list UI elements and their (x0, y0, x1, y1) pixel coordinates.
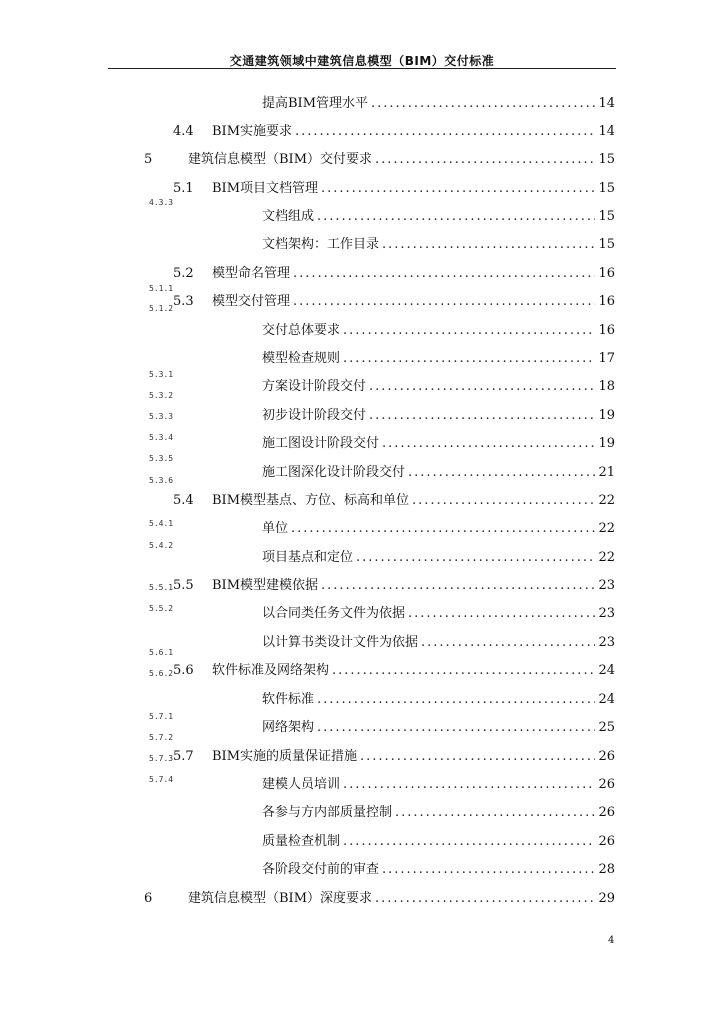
toc-entry-page: 16 (598, 266, 615, 281)
toc-entry[interactable] (173, 745, 615, 764)
header-rule (108, 68, 616, 69)
toc-entry-page: 23 (598, 578, 615, 593)
toc-dot-leader (343, 777, 595, 792)
margin-section-number: 5.1.2 (149, 304, 174, 313)
toc-entry-page: 17 (598, 351, 615, 366)
toc-entry-page: 29 (598, 891, 615, 906)
margin-section-number: 5.6.2 (149, 669, 174, 678)
toc-entry-title: 网络架构 (262, 720, 315, 735)
toc-entry-title: 文档组成 (262, 209, 315, 224)
toc-entry-page: 16 (598, 294, 615, 309)
toc-entry-page: 21 (598, 465, 615, 480)
toc-entry-page: 26 (598, 749, 615, 764)
toc-dot-leader (408, 606, 595, 621)
toc-entry-page: 26 (598, 805, 615, 820)
toc-dot-leader (421, 635, 595, 650)
toc-entry-page: 23 (598, 606, 615, 621)
toc-entry-title: BIM项目文档管理 (212, 181, 318, 196)
toc-entry[interactable] (173, 120, 615, 139)
toc-dot-leader (382, 862, 595, 877)
toc-entry-page: 24 (598, 692, 615, 707)
toc-entry-page: 15 (598, 152, 615, 167)
toc-entry[interactable] (262, 319, 615, 338)
toc-entry-title: 提高BIM管理水平 (262, 96, 368, 111)
toc-entry[interactable] (262, 347, 615, 366)
margin-section-number: 5.6.1 (149, 648, 174, 657)
toc-entry[interactable] (262, 773, 615, 792)
margin-section-number: 5.4.2 (149, 541, 174, 550)
margin-section-number: 5.7.4 (149, 775, 174, 784)
page-number: 4 (608, 935, 615, 946)
toc-dot-leader (375, 152, 595, 167)
toc-dot-leader (343, 834, 595, 849)
margin-section-number: 5.3.4 (149, 433, 174, 442)
toc-entry-title: 模型检查规则 (262, 351, 341, 366)
toc-dot-leader (369, 408, 595, 423)
margin-section-number: 5.3.5 (149, 454, 174, 463)
toc-dot-leader (360, 749, 595, 764)
toc-entry-title: 单位 (262, 521, 289, 536)
toc-dot-leader (343, 323, 595, 338)
toc-dot-leader (382, 237, 595, 252)
toc-entry-page: 28 (598, 862, 615, 877)
toc-dot-leader (382, 436, 595, 451)
toc-dot-leader (371, 96, 595, 111)
toc-dot-leader (412, 493, 595, 508)
toc-entry-title: BIM实施要求 (212, 124, 292, 139)
toc-entry-number: 5.7 (173, 749, 194, 764)
toc-entry[interactable] (144, 887, 615, 906)
toc-entry-title: 项目基点和定位 (262, 550, 354, 565)
margin-section-number: 5.3.3 (149, 412, 174, 421)
toc-dot-leader (395, 805, 595, 820)
toc-entry-number: 5.2 (173, 266, 194, 281)
toc-entry[interactable] (262, 432, 615, 451)
toc-entry[interactable] (173, 659, 615, 678)
toc-entry-number: 5.6 (173, 663, 194, 678)
toc-entry-title: 以合同类任务文件为依据 (262, 606, 406, 621)
toc-entry-title: 质量检查机制 (262, 834, 341, 849)
toc-entry-page: 26 (598, 777, 615, 792)
toc-entry[interactable] (262, 233, 615, 252)
toc-entry[interactable] (262, 688, 615, 707)
margin-section-number: 5.5.2 (149, 604, 174, 613)
toc-dot-leader (293, 266, 595, 281)
toc-entry[interactable] (173, 177, 615, 196)
toc-entry-page: 15 (598, 237, 615, 252)
margin-section-number: 5.4.1 (149, 519, 174, 528)
toc-dot-leader (295, 124, 595, 139)
toc-entry[interactable] (262, 205, 615, 224)
toc-entry-number: 5 (144, 152, 153, 167)
toc-entry[interactable] (173, 574, 615, 593)
toc-dot-leader (321, 181, 595, 196)
toc-entry[interactable] (262, 517, 615, 536)
toc-dot-leader (321, 578, 595, 593)
toc-dot-leader (291, 521, 595, 536)
toc-entry[interactable] (262, 602, 615, 621)
toc-entry-page: 22 (598, 493, 615, 508)
toc-entry-page: 25 (598, 720, 615, 735)
toc-entry-page: 22 (598, 550, 615, 565)
toc-entry[interactable] (144, 148, 615, 167)
toc-entry-page: 26 (598, 834, 615, 849)
margin-section-number: 5.7.3 (149, 754, 174, 763)
toc-entry-number: 5.5 (173, 578, 194, 593)
toc-entry-title: 以计算书类设计文件为依据 (262, 635, 419, 650)
margin-section-number: 5.3.6 (149, 476, 174, 485)
toc-entry[interactable] (262, 631, 615, 650)
toc-entry-page: 14 (598, 124, 615, 139)
toc-dot-leader (332, 663, 595, 678)
toc-entry-title: 模型交付管理 (212, 294, 291, 309)
toc-dot-leader (369, 379, 595, 394)
toc-entry[interactable] (262, 858, 615, 877)
toc-entry[interactable] (262, 375, 615, 394)
toc-entry-title: 施工图设计阶段交付 (262, 436, 380, 451)
toc-entry-title: 方案设计阶段交付 (262, 379, 367, 394)
toc-entry-page: 23 (598, 635, 615, 650)
toc-entry[interactable] (173, 489, 615, 508)
margin-section-number: 5.7.2 (149, 733, 174, 742)
toc-entry[interactable] (262, 461, 615, 480)
toc-entry[interactable] (262, 830, 615, 849)
toc-dot-leader (375, 891, 595, 906)
toc-entry-page: 15 (598, 181, 615, 196)
margin-section-number: 5.5.1 (149, 583, 174, 592)
toc-entry[interactable] (262, 546, 615, 565)
margin-section-number: 5.3.2 (149, 391, 174, 400)
toc-dot-leader (293, 294, 595, 309)
toc-entry-title: 施工图深化设计阶段交付 (262, 465, 406, 480)
toc-dot-leader (317, 692, 595, 707)
margin-section-number: 5.3.1 (149, 370, 174, 379)
toc-entry-title: 各参与方内部质量控制 (262, 805, 393, 820)
toc-entry-page: 22 (598, 521, 615, 536)
toc-entry-number: 4.4 (173, 124, 194, 139)
toc-entry-title: 初步设计阶段交付 (262, 408, 367, 423)
toc-entry-number: 6 (144, 891, 153, 906)
toc-entry-title: 软件标准及网络架构 (212, 663, 330, 678)
toc-entry-page: 18 (598, 379, 615, 394)
toc-entry-title: 交付总体要求 (262, 323, 341, 338)
toc-entry-number: 5.1 (173, 181, 194, 196)
toc-entry-page: 16 (598, 323, 615, 338)
toc-entry-title: 建筑信息模型（BIM）交付要求 (188, 152, 372, 167)
toc-dot-leader (408, 465, 595, 480)
toc-entry-page: 19 (598, 408, 615, 423)
toc-entry-title: BIM模型建模依据 (212, 578, 318, 593)
margin-section-number: 4.3.3 (149, 198, 174, 207)
toc-entry[interactable] (262, 404, 615, 423)
toc-dot-leader (343, 351, 595, 366)
running-header: 交通建筑领域中建筑信息模型（BIM）交付标准 (229, 54, 495, 68)
margin-section-number: 5.1.1 (149, 284, 174, 293)
toc-dot-leader (317, 209, 595, 224)
toc-dot-leader (317, 720, 595, 735)
toc-entry-title: 建模人员培训 (262, 777, 341, 792)
toc-entry-title: 软件标准 (262, 692, 315, 707)
toc-entry-title: BIM实施的质量保证措施 (212, 749, 357, 764)
toc-entry-page: 15 (598, 209, 615, 224)
toc-entry[interactable] (173, 290, 615, 309)
toc-entry-number: 5.4 (173, 493, 194, 508)
toc-entry-page: 14 (598, 96, 615, 111)
margin-section-number: 5.7.1 (149, 712, 174, 721)
toc-dot-leader (356, 550, 595, 565)
toc-entry-title: 各阶段交付前的审查 (262, 862, 380, 877)
toc-entry[interactable] (262, 92, 615, 111)
toc-entry[interactable] (262, 716, 615, 735)
toc-entry-number: 5.3 (173, 294, 194, 309)
toc-entry-title: 建筑信息模型（BIM）深度要求 (188, 891, 372, 906)
toc-entry-page: 19 (598, 436, 615, 451)
toc-entry-title: 文档架构：工作目录 (262, 237, 380, 252)
toc-entry[interactable] (262, 801, 615, 820)
toc-entry-title: BIM模型基点、方位、标高和单位 (212, 493, 409, 508)
toc-entry-page: 24 (598, 663, 615, 678)
toc-entry-title: 模型命名管理 (212, 266, 291, 281)
toc-entry[interactable] (173, 262, 615, 281)
